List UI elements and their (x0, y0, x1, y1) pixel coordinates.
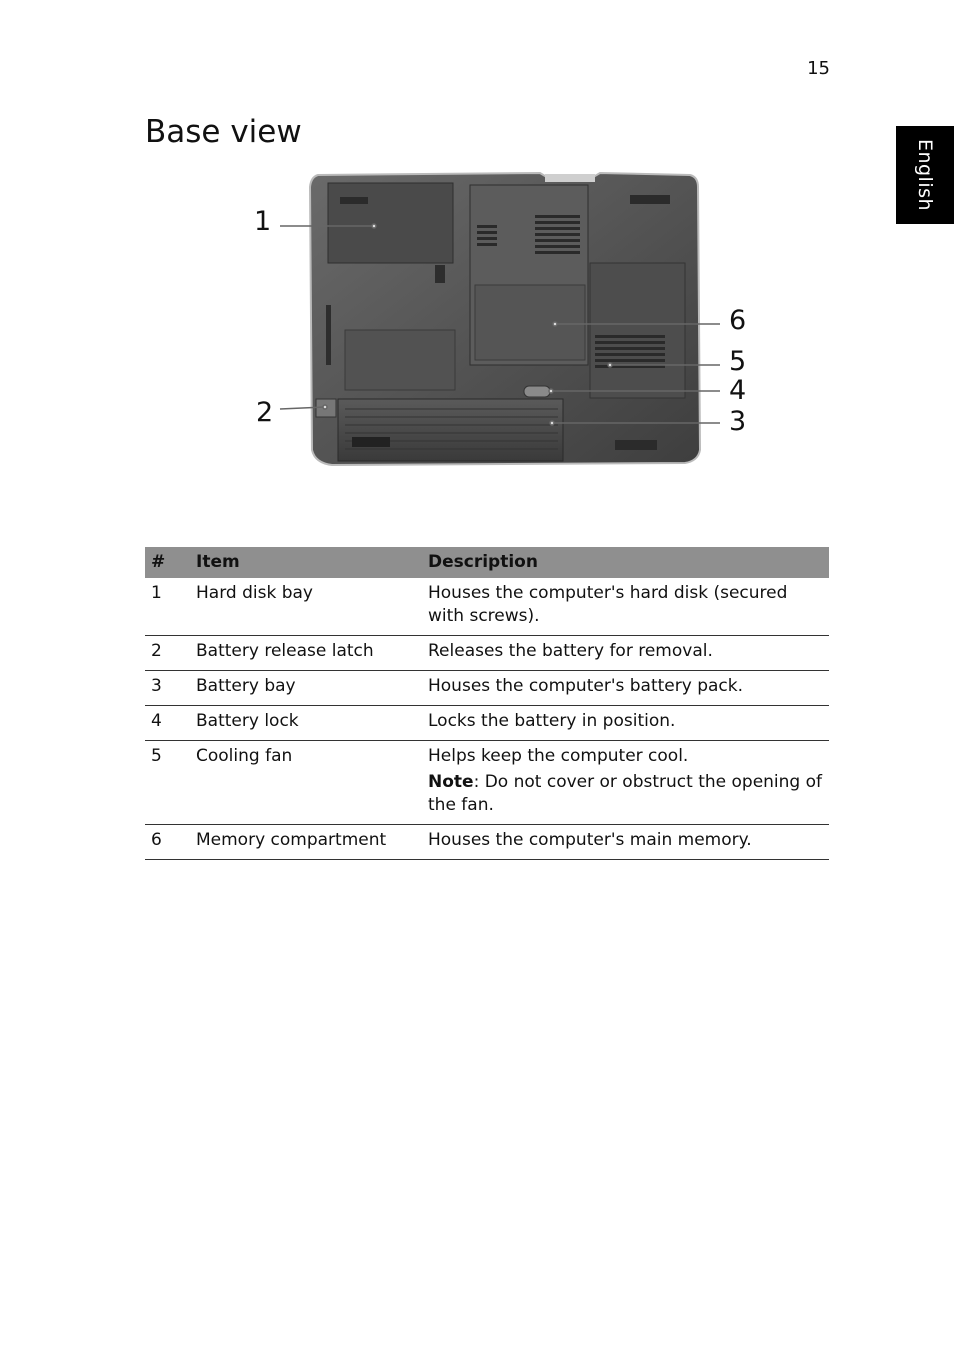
row-description: Locks the battery in position. (422, 706, 829, 741)
note-text: : Do not cover or obstruct the opening of the fan. (428, 772, 823, 815)
laptop-base-figure (240, 165, 770, 485)
row-num: 1 (145, 578, 190, 636)
row-num: 3 (145, 671, 190, 706)
row-num: 6 (145, 825, 190, 860)
header-description: Description (422, 547, 829, 578)
row-num: 2 (145, 636, 190, 671)
row-description: Houses the computer's main memory. (422, 825, 829, 860)
row-note (428, 771, 823, 817)
table-row (145, 671, 829, 706)
row-item: Battery release latch (190, 636, 422, 671)
header-item: Item (190, 547, 422, 578)
language-tab (896, 126, 954, 224)
section-title: Base view (145, 114, 302, 150)
row-description: Houses the computer's battery pack. (422, 671, 829, 706)
page-number: 15 (807, 58, 830, 79)
row-item: Memory compartment (190, 825, 422, 860)
table-row (145, 741, 829, 825)
table-row (145, 825, 829, 860)
callout-5: 5 (729, 346, 747, 377)
callout-4: 4 (729, 375, 747, 406)
callout-2: 2 (256, 397, 274, 428)
row-num: 4 (145, 706, 190, 741)
row-description-text: Helps keep the computer cool. (428, 746, 689, 766)
callout-1: 1 (254, 206, 272, 237)
row-num: 5 (145, 741, 190, 825)
row-description: Houses the computer's hard disk (secured with screws). (422, 578, 829, 636)
table-row (145, 578, 829, 636)
table-row (145, 706, 829, 741)
table-row (145, 636, 829, 671)
header-num: # (145, 547, 190, 578)
row-item: Cooling fan (190, 741, 422, 825)
row-item: Battery bay (190, 671, 422, 706)
base-view-table (145, 547, 829, 860)
callout-3: 3 (729, 406, 747, 437)
row-item: Hard disk bay (190, 578, 422, 636)
row-description (422, 741, 829, 825)
row-item: Battery lock (190, 706, 422, 741)
note-label: Note (428, 772, 474, 792)
laptop-base-illustration (240, 165, 770, 485)
callout-6: 6 (729, 305, 747, 336)
row-description: Releases the battery for removal. (422, 636, 829, 671)
language-tab-label: English (914, 138, 936, 212)
table-header-row (145, 547, 829, 578)
